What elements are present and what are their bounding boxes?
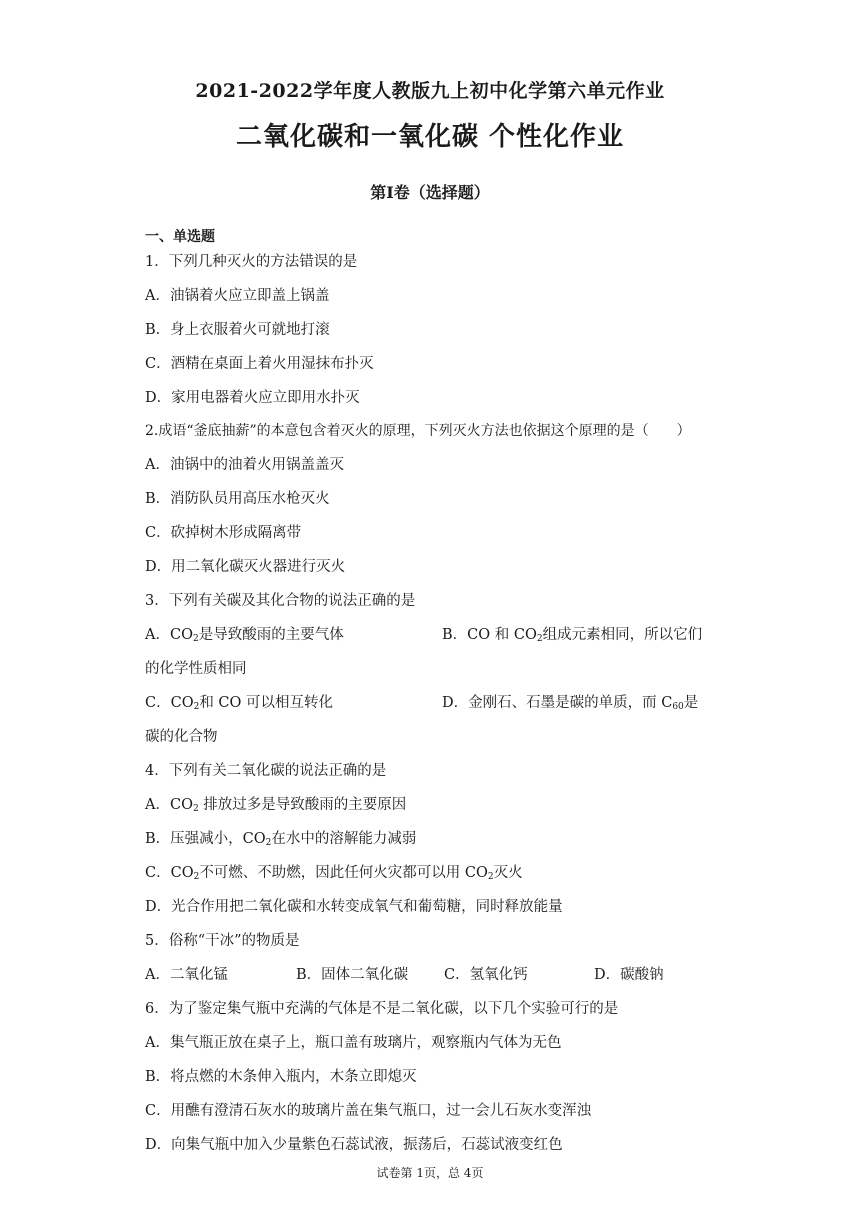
exam-subtitle: 二氧化碳和一氧化碳 个性化作业 bbox=[235, 122, 625, 152]
q2-stem: 2.成语“釜底抽薪”的本意包含着灭火的原理，下列灭火方法也依据这个原理的是（ ） bbox=[145, 423, 691, 439]
q4-option-c bbox=[145, 863, 523, 887]
q4-b-text-rest: 在水中的溶解能力减弱 bbox=[271, 831, 417, 847]
q6-option-b: B．将点燃的木条伸入瓶内，木条立即熄灭 bbox=[145, 1069, 417, 1085]
q5-option-d: D．碳酸钠 bbox=[594, 967, 664, 983]
q3-option-d bbox=[442, 693, 698, 717]
subscript: 2 bbox=[487, 872, 494, 882]
subscript: 2 bbox=[536, 634, 543, 644]
subscript: 2 bbox=[193, 872, 200, 882]
q4-stem: 4．下列有关二氧化碳的说法正确的是 bbox=[145, 763, 387, 779]
page-footer: 试卷第 1页，总 4页 bbox=[376, 1166, 484, 1180]
q3-option-d-continued: 碳的化合物 bbox=[145, 729, 218, 745]
q1-stem: 1．下列几种灭火的方法错误的是 bbox=[145, 254, 358, 270]
q5-option-a: A．二氧化锰 bbox=[145, 967, 228, 983]
q3-c-text-rest: 和 CO 可以相互转化 bbox=[199, 695, 334, 711]
q2-option-d: D．用二氧化碳灭火器进行灭火 bbox=[145, 559, 346, 575]
q3-a-text-rest: 是导致酸雨的主要气体 bbox=[198, 627, 344, 643]
q5-option-c: C．氢氧化钙 bbox=[444, 967, 528, 983]
q3-b-text-rest: 组成元素相同，所以它们 bbox=[542, 627, 703, 643]
q6-option-d: D．向集气瓶中加入少量紫色石蕊试液，振荡后，石蕊试液变红色 bbox=[145, 1137, 563, 1153]
q4-a-text-rest: 排放过多是导致酸雨的主要原因 bbox=[198, 797, 407, 813]
q4-b-text: B．压强减小，CO bbox=[145, 831, 266, 847]
q3-d-text: D．金刚石、石墨是碳的单质，而 C bbox=[442, 695, 673, 711]
q4-c-text-rest: 灭火 bbox=[493, 865, 523, 881]
q4-c-text-mid: 不可燃、不助燃，因此任何火灾都可以用 CO bbox=[199, 865, 488, 881]
q3-option-a bbox=[145, 625, 344, 649]
q3-stem: 3．下列有关碳及其化合物的说法正确的是 bbox=[145, 593, 416, 609]
q3-option-c bbox=[145, 693, 333, 717]
q1-option-a: A．油锅着火应立即盖上锅盖 bbox=[145, 288, 330, 304]
q1-option-b: B．身上衣服着火可就地打滚 bbox=[145, 322, 330, 338]
subscript: 2 bbox=[193, 702, 200, 712]
volume-heading: 第Ⅰ卷（选择题） bbox=[370, 183, 490, 202]
q4-option-a bbox=[145, 795, 406, 819]
subscript: 2 bbox=[265, 838, 272, 848]
q6-option-c: C．用醮有澄清石灰水的玻璃片盖在集气瓶口，过一会儿石灰水变浑浊 bbox=[145, 1103, 592, 1119]
subscript: 2 bbox=[192, 804, 199, 814]
q4-c-text: C．CO bbox=[145, 865, 194, 881]
q3-c-text: C．CO bbox=[145, 695, 194, 711]
q6-stem: 6．为了鉴定集气瓶中充满的气体是不是二氧化碳，以下几个实验可行的是 bbox=[145, 1001, 619, 1017]
q5-stem: 5．俗称“干冰”的物质是 bbox=[145, 933, 300, 949]
q2-option-a: A．油锅中的油着火用锅盖盖灭 bbox=[145, 457, 344, 473]
section-heading: 一、单选题 bbox=[145, 229, 215, 245]
q4-a-text: A．CO bbox=[145, 797, 193, 813]
q1-option-d: D．家用电器着火应立即用水扑灭 bbox=[145, 390, 360, 406]
exam-title: 2021-2022学年度人教版九上初中化学第六单元作业 bbox=[195, 80, 665, 102]
q5-option-b: B．固体二氧化碳 bbox=[296, 967, 409, 983]
q1-option-c: C．酒精在桌面上着火用湿抹布扑灭 bbox=[145, 356, 374, 372]
q3-d-text-rest: 是 bbox=[683, 695, 699, 711]
q2-option-b: B．消防队员用高压水枪灭火 bbox=[145, 491, 330, 507]
q3-b-text: B．CO 和 CO bbox=[442, 627, 537, 643]
q3-a-text: A．CO bbox=[145, 627, 193, 643]
q3-option-b bbox=[442, 625, 702, 649]
subscript: 60 bbox=[672, 702, 684, 712]
q2-option-c: C．砍掉树木形成隔离带 bbox=[145, 525, 302, 541]
q6-option-a: A．集气瓶正放在桌子上，瓶口盖有玻璃片，观察瓶内气体为无色 bbox=[145, 1035, 562, 1051]
q4-option-d: D．光合作用把二氧化碳和水转变成氧气和葡萄糖，同时释放能量 bbox=[145, 899, 563, 915]
q4-option-b bbox=[145, 829, 416, 853]
subscript: 2 bbox=[192, 634, 199, 644]
q3-option-b-continued: 的化学性质相同 bbox=[145, 661, 247, 677]
